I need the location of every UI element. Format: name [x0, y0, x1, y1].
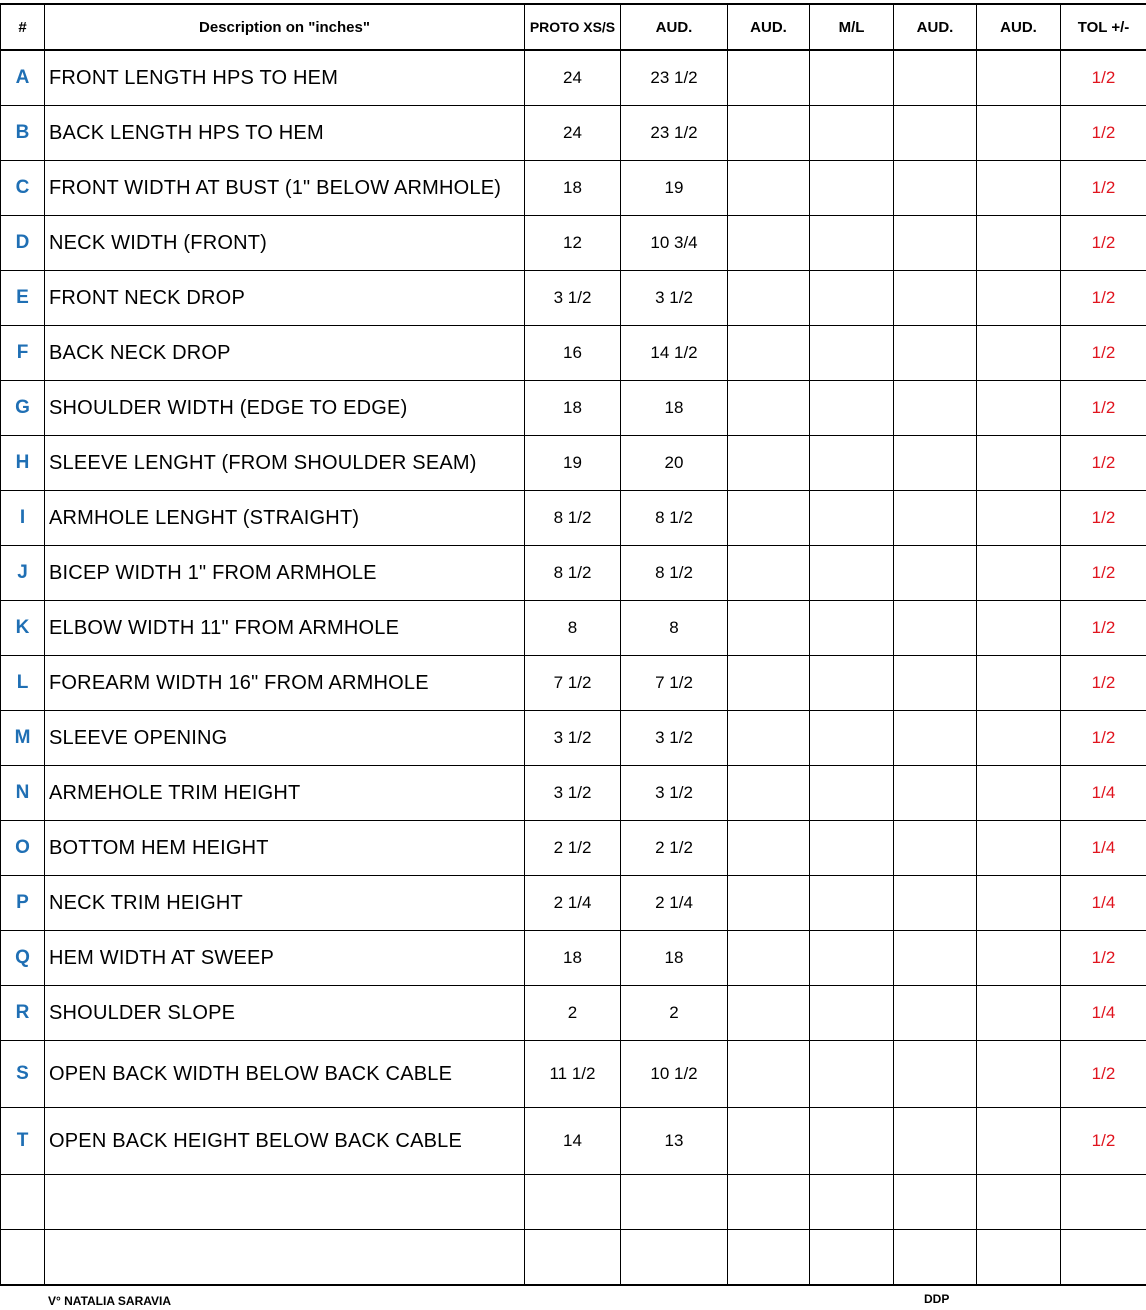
- row-aud-3-cell: [894, 271, 977, 326]
- row-ml-cell: [810, 216, 894, 271]
- row-aud-3-cell: [894, 491, 977, 546]
- row-proto-value: 18: [525, 931, 621, 986]
- row-ml-cell: [810, 821, 894, 876]
- row-aud-4-cell: [977, 931, 1061, 986]
- row-aud-value: 3 1/2: [621, 766, 728, 821]
- row-aud-2-cell: [728, 326, 810, 381]
- row-aud-3-cell: [894, 821, 977, 876]
- row-aud-4-cell: [977, 106, 1061, 161]
- row-tolerance: 1/4: [1061, 986, 1146, 1041]
- table-row: [1, 271, 1146, 326]
- table-row: [1, 766, 1146, 821]
- row-aud-4-cell: [977, 271, 1061, 326]
- row-proto-value: 14: [525, 1108, 621, 1175]
- row-ml-cell: [810, 711, 894, 766]
- row-code: P: [1, 876, 45, 931]
- row-proto-value: 11 1/2: [525, 1041, 621, 1108]
- table-row: [1, 161, 1146, 216]
- table-row: [1, 106, 1146, 161]
- row-ml-cell: [810, 1108, 894, 1175]
- row-proto-value: 3 1/2: [525, 711, 621, 766]
- row-aud-value: 10 3/4: [621, 216, 728, 271]
- blank-cell: [621, 1175, 728, 1230]
- row-tolerance: 1/2: [1061, 711, 1146, 766]
- blank-cell: [977, 1175, 1061, 1230]
- row-proto-value: 24: [525, 106, 621, 161]
- row-code: I: [1, 491, 45, 546]
- blank-cell: [894, 1230, 977, 1286]
- row-proto-value: 7 1/2: [525, 656, 621, 711]
- row-aud-2-cell: [728, 656, 810, 711]
- row-ml-cell: [810, 601, 894, 656]
- row-code: J: [1, 546, 45, 601]
- table-row: [1, 491, 1146, 546]
- row-proto-value: 24: [525, 50, 621, 106]
- row-aud-2-cell: [728, 711, 810, 766]
- row-description: NECK TRIM HEIGHT: [45, 876, 525, 931]
- row-ml-cell: [810, 986, 894, 1041]
- row-aud-2-cell: [728, 766, 810, 821]
- table-row: [1, 1108, 1146, 1175]
- row-aud-2-cell: [728, 50, 810, 106]
- table-row: [1, 546, 1146, 601]
- row-description: FRONT NECK DROP: [45, 271, 525, 326]
- blank-cell: [810, 1175, 894, 1230]
- row-description: BICEP WIDTH 1" FROM ARMHOLE: [45, 546, 525, 601]
- table-row: [1, 381, 1146, 436]
- row-description: SHOULDER SLOPE: [45, 986, 525, 1041]
- blank-cell: [728, 1175, 810, 1230]
- row-aud-2-cell: [728, 161, 810, 216]
- row-proto-value: 3 1/2: [525, 766, 621, 821]
- row-aud-4-cell: [977, 216, 1061, 271]
- row-aud-3-cell: [894, 986, 977, 1041]
- table-row: [1, 931, 1146, 986]
- row-description: FRONT WIDTH AT BUST (1" BELOW ARMHOLE): [45, 161, 525, 216]
- row-aud-2-cell: [728, 601, 810, 656]
- blank-cell: [894, 1175, 977, 1230]
- row-code: L: [1, 656, 45, 711]
- row-description: NECK WIDTH (FRONT): [45, 216, 525, 271]
- row-aud-3-cell: [894, 766, 977, 821]
- row-aud-4-cell: [977, 381, 1061, 436]
- row-aud-3-cell: [894, 326, 977, 381]
- row-aud-3-cell: [894, 931, 977, 986]
- row-aud-3-cell: [894, 436, 977, 491]
- blank-cell: [728, 1230, 810, 1286]
- row-aud-4-cell: [977, 821, 1061, 876]
- row-aud-2-cell: [728, 546, 810, 601]
- row-tolerance: 1/2: [1061, 436, 1146, 491]
- row-tolerance: 1/2: [1061, 381, 1146, 436]
- row-ml-cell: [810, 1041, 894, 1108]
- row-code: M: [1, 711, 45, 766]
- row-description: HEM WIDTH AT SWEEP: [45, 931, 525, 986]
- table-row: [1, 876, 1146, 931]
- row-tolerance: 1/2: [1061, 546, 1146, 601]
- blank-cell: [1061, 1230, 1146, 1286]
- row-tolerance: 1/2: [1061, 50, 1146, 106]
- row-aud-3-cell: [894, 656, 977, 711]
- row-description: SLEEVE OPENING: [45, 711, 525, 766]
- row-description: FRONT LENGTH HPS TO HEM: [45, 50, 525, 106]
- spec-sheet: [0, 3, 1146, 1286]
- row-aud-4-cell: [977, 711, 1061, 766]
- row-aud-3-cell: [894, 711, 977, 766]
- row-aud-value: 19: [621, 161, 728, 216]
- row-proto-value: 3 1/2: [525, 271, 621, 326]
- row-aud-2-cell: [728, 271, 810, 326]
- row-description: ARMEHOLE TRIM HEIGHT: [45, 766, 525, 821]
- header-aud-1: AUD.: [621, 4, 728, 50]
- row-proto-value: 8 1/2: [525, 491, 621, 546]
- row-proto-value: 8: [525, 601, 621, 656]
- row-description: ELBOW WIDTH 11" FROM ARMHOLE: [45, 601, 525, 656]
- row-aud-4-cell: [977, 1108, 1061, 1175]
- row-ml-cell: [810, 106, 894, 161]
- header-aud-2: AUD.: [728, 4, 810, 50]
- row-description: SHOULDER WIDTH (EDGE TO EDGE): [45, 381, 525, 436]
- row-aud-2-cell: [728, 216, 810, 271]
- header-ml: M/L: [810, 4, 894, 50]
- row-code: T: [1, 1108, 45, 1175]
- row-aud-value: 2 1/4: [621, 876, 728, 931]
- blank-cell: [525, 1175, 621, 1230]
- row-aud-4-cell: [977, 1041, 1061, 1108]
- row-description: FOREARM WIDTH 16" FROM ARMHOLE: [45, 656, 525, 711]
- row-aud-2-cell: [728, 1041, 810, 1108]
- blank-cell: [45, 1230, 525, 1286]
- table-row: [1, 986, 1146, 1041]
- blank-row: [1, 1175, 1146, 1230]
- row-description: SLEEVE LENGHT (FROM SHOULDER SEAM): [45, 436, 525, 491]
- row-description: BACK NECK DROP: [45, 326, 525, 381]
- row-ml-cell: [810, 381, 894, 436]
- row-aud-value: 23 1/2: [621, 106, 728, 161]
- row-ml-cell: [810, 931, 894, 986]
- row-aud-3-cell: [894, 161, 977, 216]
- row-aud-2-cell: [728, 986, 810, 1041]
- row-aud-3-cell: [894, 1108, 977, 1175]
- row-ml-cell: [810, 546, 894, 601]
- row-aud-3-cell: [894, 546, 977, 601]
- row-aud-value: 8 1/2: [621, 546, 728, 601]
- row-description: BOTTOM HEM HEIGHT: [45, 821, 525, 876]
- ddp-label: DDP: [924, 1292, 950, 1306]
- row-aud-value: 18: [621, 931, 728, 986]
- row-aud-3-cell: [894, 50, 977, 106]
- row-tolerance: 1/2: [1061, 216, 1146, 271]
- row-code: O: [1, 821, 45, 876]
- row-aud-2-cell: [728, 381, 810, 436]
- row-aud-4-cell: [977, 436, 1061, 491]
- row-code: C: [1, 161, 45, 216]
- row-tolerance: 1/2: [1061, 326, 1146, 381]
- row-tolerance: 1/2: [1061, 656, 1146, 711]
- footer: [0, 1294, 1146, 1310]
- row-code: D: [1, 216, 45, 271]
- table-row: [1, 821, 1146, 876]
- blank-cell: [1061, 1175, 1146, 1230]
- header-aud-3: AUD.: [894, 4, 977, 50]
- row-code: N: [1, 766, 45, 821]
- blank-cell: [1, 1230, 45, 1286]
- table-row: [1, 216, 1146, 271]
- row-aud-4-cell: [977, 986, 1061, 1041]
- header-proto: PROTO XS/S: [525, 4, 621, 50]
- row-aud-2-cell: [728, 821, 810, 876]
- row-aud-value: 20: [621, 436, 728, 491]
- row-aud-value: 23 1/2: [621, 50, 728, 106]
- row-tolerance: 1/2: [1061, 106, 1146, 161]
- row-proto-value: 18: [525, 381, 621, 436]
- row-tolerance: 1/4: [1061, 876, 1146, 931]
- row-tolerance: 1/2: [1061, 1108, 1146, 1175]
- table-row: [1, 711, 1146, 766]
- row-code: F: [1, 326, 45, 381]
- row-aud-3-cell: [894, 216, 977, 271]
- row-aud-value: 13: [621, 1108, 728, 1175]
- row-aud-value: 2 1/2: [621, 821, 728, 876]
- row-ml-cell: [810, 326, 894, 381]
- row-tolerance: 1/2: [1061, 931, 1146, 986]
- row-ml-cell: [810, 766, 894, 821]
- table-row: [1, 601, 1146, 656]
- row-aud-value: 3 1/2: [621, 711, 728, 766]
- row-aud-3-cell: [894, 106, 977, 161]
- signature-label: V° NATALIA SARAVIA: [48, 1294, 172, 1308]
- blank-row: [1, 1230, 1146, 1286]
- row-aud-value: 3 1/2: [621, 271, 728, 326]
- row-proto-value: 16: [525, 326, 621, 381]
- table-body: [1, 50, 1146, 1285]
- blank-cell: [621, 1230, 728, 1286]
- row-aud-4-cell: [977, 601, 1061, 656]
- blank-cell: [977, 1230, 1061, 1286]
- row-code: K: [1, 601, 45, 656]
- table-header-row: [1, 4, 1146, 50]
- row-ml-cell: [810, 271, 894, 326]
- row-tolerance: 1/2: [1061, 161, 1146, 216]
- row-ml-cell: [810, 491, 894, 546]
- row-aud-4-cell: [977, 546, 1061, 601]
- row-aud-4-cell: [977, 766, 1061, 821]
- row-code: R: [1, 986, 45, 1041]
- row-tolerance: 1/2: [1061, 601, 1146, 656]
- header-description: Description on "inches": [45, 4, 525, 50]
- row-proto-value: 12: [525, 216, 621, 271]
- row-code: E: [1, 271, 45, 326]
- table-row: [1, 656, 1146, 711]
- table-row: [1, 50, 1146, 106]
- row-description: ARMHOLE LENGHT (STRAIGHT): [45, 491, 525, 546]
- row-tolerance: 1/2: [1061, 1041, 1146, 1108]
- row-tolerance: 1/4: [1061, 821, 1146, 876]
- header-code: #: [1, 4, 45, 50]
- row-code: A: [1, 50, 45, 106]
- row-aud-4-cell: [977, 656, 1061, 711]
- row-tolerance: 1/4: [1061, 766, 1146, 821]
- row-proto-value: 8 1/2: [525, 546, 621, 601]
- table-row: [1, 326, 1146, 381]
- row-aud-value: 10 1/2: [621, 1041, 728, 1108]
- blank-cell: [525, 1230, 621, 1286]
- row-description: BACK LENGTH HPS TO HEM: [45, 106, 525, 161]
- row-aud-value: 2: [621, 986, 728, 1041]
- row-aud-value: 14 1/2: [621, 326, 728, 381]
- row-aud-4-cell: [977, 491, 1061, 546]
- row-aud-4-cell: [977, 876, 1061, 931]
- row-aud-2-cell: [728, 106, 810, 161]
- row-aud-2-cell: [728, 1108, 810, 1175]
- row-aud-4-cell: [977, 50, 1061, 106]
- blank-cell: [45, 1175, 525, 1230]
- row-code: H: [1, 436, 45, 491]
- row-ml-cell: [810, 876, 894, 931]
- row-ml-cell: [810, 656, 894, 711]
- row-ml-cell: [810, 161, 894, 216]
- row-code: S: [1, 1041, 45, 1108]
- row-aud-value: 8: [621, 601, 728, 656]
- row-description: OPEN BACK WIDTH BELOW BACK CABLE: [45, 1041, 525, 1108]
- row-code: Q: [1, 931, 45, 986]
- row-ml-cell: [810, 50, 894, 106]
- row-tolerance: 1/2: [1061, 271, 1146, 326]
- header-tolerance: TOL +/-: [1061, 4, 1146, 50]
- row-proto-value: 18: [525, 161, 621, 216]
- row-aud-2-cell: [728, 436, 810, 491]
- row-aud-3-cell: [894, 381, 977, 436]
- row-aud-4-cell: [977, 161, 1061, 216]
- row-aud-value: 18: [621, 381, 728, 436]
- table-row: [1, 436, 1146, 491]
- row-proto-value: 19: [525, 436, 621, 491]
- blank-cell: [1, 1175, 45, 1230]
- row-aud-2-cell: [728, 876, 810, 931]
- row-description: OPEN BACK HEIGHT BELOW BACK CABLE: [45, 1108, 525, 1175]
- row-aud-3-cell: [894, 876, 977, 931]
- measurement-table: [0, 3, 1146, 1286]
- row-aud-2-cell: [728, 931, 810, 986]
- row-aud-2-cell: [728, 491, 810, 546]
- row-proto-value: 2 1/4: [525, 876, 621, 931]
- row-code: G: [1, 381, 45, 436]
- row-aud-4-cell: [977, 326, 1061, 381]
- row-aud-3-cell: [894, 1041, 977, 1108]
- row-aud-value: 7 1/2: [621, 656, 728, 711]
- blank-cell: [810, 1230, 894, 1286]
- row-tolerance: 1/2: [1061, 491, 1146, 546]
- row-code: B: [1, 106, 45, 161]
- row-aud-value: 8 1/2: [621, 491, 728, 546]
- row-proto-value: 2: [525, 986, 621, 1041]
- row-ml-cell: [810, 436, 894, 491]
- row-aud-3-cell: [894, 601, 977, 656]
- header-aud-4: AUD.: [977, 4, 1061, 50]
- row-proto-value: 2 1/2: [525, 821, 621, 876]
- table-row: [1, 1041, 1146, 1108]
